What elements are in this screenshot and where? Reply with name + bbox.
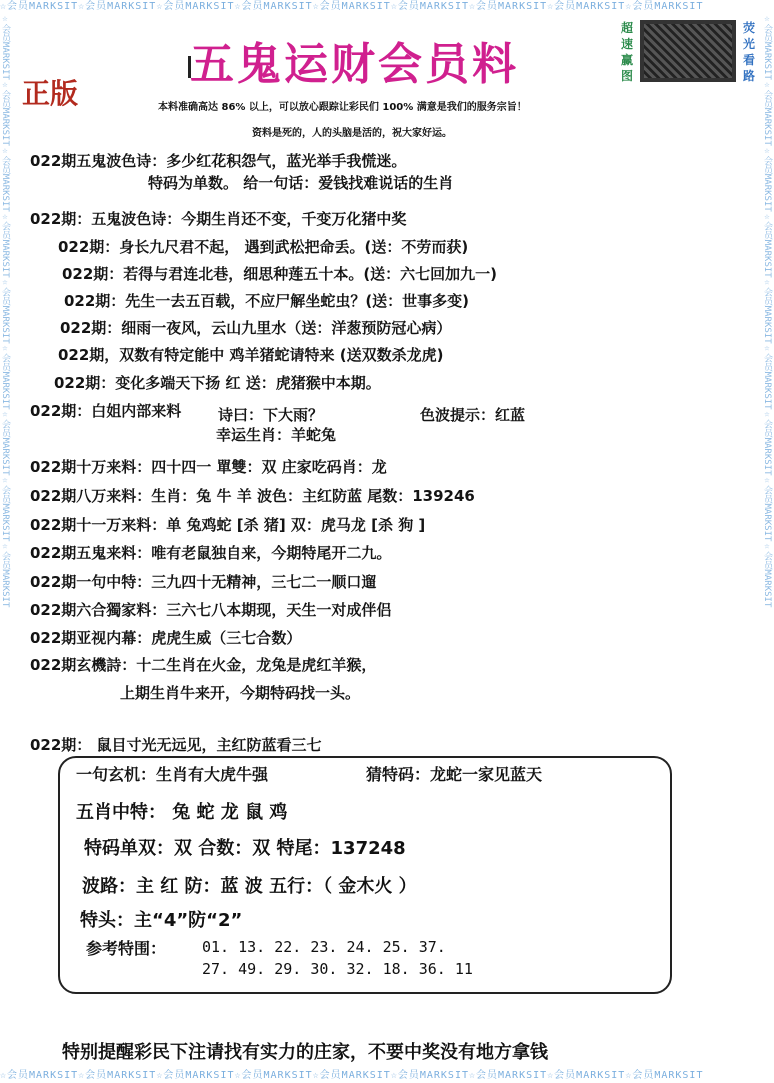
line-riddle-1: 022期：身长九尺君不起， 遇到武松把命丢。(送：不劳而获) [58,238,469,256]
page-title: 五鬼运财会员料 [190,39,519,90]
logo-left-text: 超速赢图 [620,21,633,83]
line-100k: 022期十万来料：四十四一 單雙：双 庄家吃码肖：龙 [30,458,387,476]
watermark-left: ☆会员MARKSIT☆会员MARKSIT☆会员MARKSIT☆会员MARKSIT☆会员MARKSIT☆会员MARKSIT☆会员MARKSIT☆会员MARKSIT☆会员MARKSIT [0,14,10,608]
slogan-luck: 资料是死的，人的头脑是活的，祝大家好运。 [252,128,452,139]
watermark-top: ☆会员MARKSIT☆会员MARKSIT☆会员MARKSIT☆会员MARKSIT☆会员MARKSIT☆会员MARKSIT☆会员MARKSIT☆会员MARKSIT☆会员MARKSIT [0,1,704,12]
line-liuhe: 022期六合獨家料：三六七八本期现，天生一对成伴侣 [30,601,392,619]
box-head: 特头：主“4”防“2” [80,910,243,931]
box-ref-numbers-1: 01. 13. 22. 23. 24. 25. 37. [202,938,446,956]
line-color-hint: 色波提示：红蓝 [420,406,526,424]
box-riddle: 一句玄机：生肖有大虎牛强 [76,765,269,784]
box-odd-even: 特码单双：双 合数：双 特尾：137248 [84,838,406,859]
line-riddle-6: 022期：变化多端天下扬 红 送：虎猪猴中本期。 [54,374,381,392]
line-poem-rain: 诗曰：下大雨？ [218,406,324,424]
line-poem: 022期五鬼波色诗：多少红花积怨气，蓝光举手我慌迷。 [30,152,407,170]
genuine-badge: 正版 [22,77,79,110]
line-five-ghost: 022期五鬼来料：唯有老鼠独自来，今期特尾开二九。 [30,544,392,562]
line-atv: 022期亚视内幕：虎虎生威（三七合数） [30,629,302,647]
line-riddle-5: 022期，双数有特定能中 鸡羊猪蛇请特来 (送双数杀龙虎) [58,346,444,364]
line-riddle-2: 022期：若得与君连北巷，细思种莲五十本。(送：六七回加九一) [62,265,498,283]
line-odd-hint: 特码为单数。 给一句话：爱钱找难说话的生肖 [148,174,454,192]
line-lucky-zodiac: 幸运生肖：羊蛇兔 [216,426,337,444]
logo-right-text: 荧光看路 [742,21,755,83]
line-mystic-poem-2: 上期生肖牛来开，今期特码找一头。 [120,684,361,702]
box-wave: 波路：主 红 防：蓝 波 五行：（ 金木火 ） [82,876,417,897]
line-80k: 022期八万来料：生肖：兔 牛 羊 波色：主红防蓝 尾数：139246 [30,487,475,505]
logo [618,18,758,88]
box-ref-label: 参考特围： [86,939,167,958]
box-five-zodiac: 五肖中特： 兔 蛇 龙 鼠 鸡 [76,802,288,823]
watermark-bottom: ☆会员MARKSIT☆会员MARKSIT☆会员MARKSIT☆会员MARKSIT☆会员MARKSIT☆会员MARKSIT☆会员MARKSIT☆会员MARKSIT☆会员MARKSIT [0,1070,704,1081]
line-mouse: 022期： 鼠目寸光无远见，主红防蓝看三七 [30,736,322,754]
watermark-right: ☆会员MARKSIT☆会员MARKSIT☆会员MARKSIT☆会员MARKSIT☆会员MARKSIT☆会员MARKSIT☆会员MARKSIT☆会员MARKSIT☆会员MARKSIT [762,14,772,608]
line-one-sentence: 022期一句中特：三九四十无精神，三七二一顺口遛 [30,573,377,591]
line-riddle-4: 022期：细雨一夜风，云山九里水（送：洋葱预防冠心病） [60,319,452,337]
line-mystic-poem-1: 022期玄機詩：十二生肖在火金，龙兔是虎红羊猴， [30,656,377,674]
line-riddle-3: 022期：先生一去五百载，不应尸解坐蛇虫？(送：世事多变) [64,292,470,310]
footer-reminder: 特别提醒彩民下注请找有实力的庄家，不要中奖没有地方拿钱 [62,1042,548,1063]
slogan-accuracy: 本料准确高达 86% 以上，可以放心跟踪让彩民们 100% 满意是我们的服务宗旨！ [158,102,527,113]
line-baijie: 022期：白姐内部来料 [30,402,182,420]
line-110k: 022期十一万来料：单 兔鸡蛇 [杀 猪] 双：虎马龙 [杀 狗 ] [30,516,426,534]
logo-image-icon [640,20,736,82]
line-wave-poem: 022期：五鬼波色诗：今期生肖还不变，千变万化猪中奖 [30,210,407,228]
box-ref-numbers-2: 27. 49. 29. 30. 32. 18. 36. 11 [202,960,473,978]
box-guess: 猜特码：龙蛇一家见蓝天 [366,765,543,784]
